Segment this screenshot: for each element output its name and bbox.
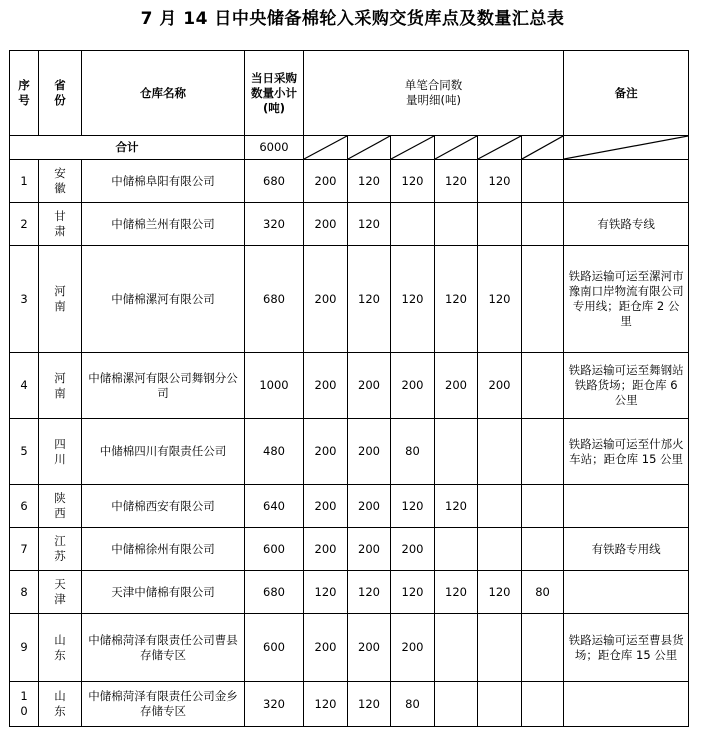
diagonal-line bbox=[391, 136, 434, 159]
total-diag-cell bbox=[304, 136, 348, 160]
province-cell bbox=[39, 682, 82, 727]
header-seq bbox=[10, 51, 39, 136]
contract-qty-cell bbox=[522, 246, 564, 353]
province-cell-text: 河南 bbox=[54, 370, 66, 400]
header-daily-qty bbox=[245, 51, 304, 136]
contract-qty-cell-text: 120 bbox=[401, 291, 424, 306]
warehouse-cell-text: 中储棉漯河有限公司 bbox=[111, 291, 215, 306]
total-diag-cell bbox=[478, 136, 522, 160]
contract-qty-cell-text: 200 bbox=[314, 541, 337, 556]
seq-cell bbox=[10, 419, 39, 485]
diagonal-line bbox=[304, 136, 347, 159]
contract-qty-cell bbox=[348, 571, 391, 614]
seq-cell bbox=[10, 246, 39, 353]
contract-qty-cell-text: 80 bbox=[405, 696, 420, 711]
note-cell bbox=[564, 160, 689, 203]
contract-qty-cell bbox=[435, 682, 478, 727]
table-row bbox=[10, 571, 689, 614]
table-body bbox=[10, 51, 689, 727]
seq-cell-text: 2 bbox=[20, 216, 28, 231]
province-cell-text: 山东 bbox=[54, 689, 66, 718]
contract-qty-cell bbox=[478, 419, 522, 485]
total-row bbox=[10, 136, 689, 160]
contract-qty-cell bbox=[391, 246, 435, 353]
contract-qty-cell bbox=[391, 203, 435, 246]
contract-qty-cell bbox=[478, 682, 522, 727]
total-diag-cell bbox=[391, 136, 435, 160]
contract-qty-cell-text: 200 bbox=[401, 640, 424, 654]
contract-qty-cell bbox=[391, 353, 435, 419]
warehouse-cell-text: 中储棉菏泽有限责任公司金乡存储专区 bbox=[88, 689, 238, 718]
diagonal-line bbox=[348, 136, 390, 159]
contract-qty-cell bbox=[478, 353, 522, 419]
contract-qty-cell-text: 120 bbox=[314, 696, 337, 711]
contract-qty-cell-text: 200 bbox=[314, 173, 337, 188]
contract-qty-cell-text: 200 bbox=[358, 541, 380, 556]
province-cell-text: 四川 bbox=[54, 436, 66, 466]
note-cell bbox=[564, 353, 689, 419]
contract-qty-cell bbox=[391, 160, 435, 203]
daily-qty-cell bbox=[245, 682, 304, 727]
warehouse-cell bbox=[82, 419, 245, 485]
summary-table bbox=[9, 50, 689, 727]
contract-qty-cell-text: 200 bbox=[358, 444, 380, 458]
table-row bbox=[10, 246, 689, 353]
contract-qty-cell bbox=[391, 614, 435, 682]
province-cell bbox=[39, 203, 82, 246]
header-warehouse-label: 仓库名称 bbox=[140, 85, 186, 100]
contract-qty-cell bbox=[435, 614, 478, 682]
province-cell-text: 安徽 bbox=[54, 166, 66, 195]
daily-qty-cell bbox=[245, 353, 304, 419]
province-cell bbox=[39, 485, 82, 528]
note-cell bbox=[564, 571, 689, 614]
contract-qty-cell bbox=[304, 160, 348, 203]
province-cell-text: 陕西 bbox=[54, 491, 66, 520]
contract-qty-cell bbox=[435, 485, 478, 528]
contract-qty-cell bbox=[522, 614, 564, 682]
total-diag-cell bbox=[435, 136, 478, 160]
contract-qty-cell bbox=[522, 485, 564, 528]
contract-qty-cell-text: 200 bbox=[314, 640, 337, 654]
contract-qty-cell-text: 200 bbox=[314, 498, 337, 513]
daily-qty-cell-text: 680 bbox=[263, 291, 285, 306]
contract-qty-cell bbox=[348, 614, 391, 682]
header-daily-qty-label: 当日采购数量小计(吨) bbox=[251, 70, 297, 115]
contract-qty-cell-text: 200 bbox=[358, 378, 380, 392]
seq-cell bbox=[10, 682, 39, 727]
header-province-label: 省份 bbox=[54, 78, 66, 107]
contract-qty-cell bbox=[478, 203, 522, 246]
note-cell bbox=[564, 528, 689, 571]
contract-qty-cell-text: 120 bbox=[488, 173, 511, 188]
page-title: 7 月 14 日中央储备棉轮入采购交货库点及数量汇总表 bbox=[140, 9, 565, 29]
contract-qty-cell-text: 120 bbox=[358, 291, 380, 306]
contract-qty-cell-text: 120 bbox=[488, 584, 511, 599]
total-label bbox=[10, 136, 245, 160]
warehouse-cell-text: 中储棉漯河有限公司舞钢分公司 bbox=[88, 370, 238, 400]
contract-qty-cell-text: 120 bbox=[488, 291, 511, 306]
diagonal-line bbox=[522, 136, 563, 159]
seq-cell bbox=[10, 528, 39, 571]
daily-qty-cell-text: 320 bbox=[263, 696, 285, 711]
seq-cell bbox=[10, 203, 39, 246]
warehouse-cell-text: 中储棉四川有限责任公司 bbox=[99, 444, 227, 458]
total-label-text: 合计 bbox=[115, 140, 139, 154]
note-cell bbox=[564, 203, 689, 246]
contract-qty-cell-text: 200 bbox=[358, 640, 380, 654]
contract-qty-cell bbox=[478, 160, 522, 203]
province-cell bbox=[39, 353, 82, 419]
note-cell-text: 铁路运输可运至漯河市豫南口岸物流有限公司专用线；距仓库 2 公里 bbox=[568, 269, 684, 328]
table-row bbox=[10, 160, 689, 203]
contract-qty-cell-text: 120 bbox=[445, 173, 467, 188]
contract-qty-cell-text: 200 bbox=[314, 291, 337, 306]
diagonal-line bbox=[478, 136, 521, 159]
contract-qty-cell bbox=[435, 528, 478, 571]
contract-qty-cell bbox=[478, 246, 522, 353]
warehouse-cell bbox=[82, 571, 245, 614]
warehouse-cell-text: 中储棉菏泽有限责任公司曹县存储专区 bbox=[88, 632, 238, 662]
contract-qty-cell bbox=[522, 160, 564, 203]
contract-qty-cell bbox=[348, 485, 391, 528]
contract-qty-cell bbox=[348, 203, 391, 246]
contract-qty-cell bbox=[304, 571, 348, 614]
province-cell bbox=[39, 246, 82, 353]
seq-cell-text: 1 bbox=[20, 173, 28, 188]
table-row bbox=[10, 528, 689, 571]
contract-qty-cell bbox=[348, 160, 391, 203]
total-diag-cell bbox=[522, 136, 564, 160]
seq-cell bbox=[10, 571, 39, 614]
header-seq-label: 序号 bbox=[18, 78, 30, 107]
note-cell-text: 有铁路专用线 bbox=[591, 541, 661, 556]
total-diag-cell bbox=[564, 136, 689, 160]
contract-qty-cell bbox=[522, 203, 564, 246]
contract-qty-cell-text: 200 bbox=[314, 216, 337, 231]
diagonal-line bbox=[564, 136, 688, 159]
contract-qty-cell-text: 120 bbox=[445, 291, 467, 306]
contract-qty-cell bbox=[304, 614, 348, 682]
contract-qty-cell bbox=[435, 571, 478, 614]
province-cell bbox=[39, 528, 82, 571]
daily-qty-cell bbox=[245, 419, 304, 485]
header-province bbox=[39, 51, 82, 136]
contract-qty-cell bbox=[304, 419, 348, 485]
warehouse-cell bbox=[82, 682, 245, 727]
table-row bbox=[10, 353, 689, 419]
note-cell bbox=[564, 614, 689, 682]
contract-qty-cell bbox=[522, 682, 564, 727]
contract-qty-cell bbox=[478, 571, 522, 614]
seq-cell-text: 10 bbox=[20, 689, 28, 718]
contract-qty-cell-text: 200 bbox=[314, 378, 337, 392]
seq-cell-text: 9 bbox=[20, 640, 28, 654]
province-cell-text: 山东 bbox=[54, 632, 66, 662]
contract-qty-cell bbox=[478, 614, 522, 682]
contract-qty-cell bbox=[304, 528, 348, 571]
daily-qty-cell bbox=[245, 203, 304, 246]
contract-qty-cell bbox=[391, 528, 435, 571]
province-cell bbox=[39, 419, 82, 485]
warehouse-cell bbox=[82, 485, 245, 528]
header-contract-detail bbox=[304, 51, 564, 136]
contract-qty-cell-text: 120 bbox=[401, 584, 424, 599]
table-row bbox=[10, 614, 689, 682]
contract-qty-cell bbox=[391, 682, 435, 727]
contract-qty-cell-text: 120 bbox=[314, 584, 337, 599]
contract-qty-cell-text: 200 bbox=[401, 378, 424, 392]
contract-qty-cell-text: 200 bbox=[445, 378, 467, 392]
contract-qty-cell bbox=[348, 353, 391, 419]
province-cell-text: 甘肃 bbox=[54, 209, 66, 238]
contract-qty-cell bbox=[478, 528, 522, 571]
contract-qty-cell bbox=[435, 353, 478, 419]
diagonal-line bbox=[435, 136, 477, 159]
contract-qty-cell bbox=[522, 419, 564, 485]
header-warehouse bbox=[82, 51, 245, 136]
daily-qty-cell-text: 320 bbox=[263, 216, 285, 231]
header-row bbox=[10, 51, 689, 136]
note-cell bbox=[564, 682, 689, 727]
seq-cell-text: 7 bbox=[20, 541, 28, 556]
contract-qty-cell-text: 120 bbox=[445, 498, 467, 513]
warehouse-cell-text: 中储棉阜阳有限公司 bbox=[111, 173, 215, 188]
contract-qty-cell-text: 200 bbox=[314, 444, 337, 458]
contract-qty-cell bbox=[391, 485, 435, 528]
note-cell-text: 铁路运输可运至曹县货场；距仓库 15 公里 bbox=[568, 632, 684, 662]
warehouse-cell-text: 中储棉徐州有限公司 bbox=[111, 541, 215, 556]
warehouse-cell bbox=[82, 160, 245, 203]
contract-qty-cell-text: 120 bbox=[401, 498, 424, 513]
contract-qty-cell bbox=[435, 419, 478, 485]
daily-qty-cell bbox=[245, 571, 304, 614]
warehouse-cell-text: 中储棉兰州有限公司 bbox=[111, 216, 215, 231]
warehouse-cell bbox=[82, 353, 245, 419]
warehouse-cell-text: 中储棉西安有限公司 bbox=[111, 498, 215, 513]
note-cell-text: 铁路运输可运至什邡火车站；距仓库 15 公里 bbox=[568, 436, 684, 466]
table-row bbox=[10, 682, 689, 727]
daily-qty-cell-text: 640 bbox=[263, 498, 285, 513]
daily-qty-cell bbox=[245, 246, 304, 353]
contract-qty-cell-text: 120 bbox=[445, 584, 467, 599]
contract-qty-cell-text: 200 bbox=[358, 498, 380, 513]
seq-cell bbox=[10, 614, 39, 682]
daily-qty-cell-text: 480 bbox=[263, 444, 285, 458]
header-note bbox=[564, 51, 689, 136]
contract-qty-cell bbox=[522, 528, 564, 571]
daily-qty-cell-text: 600 bbox=[263, 640, 285, 654]
contract-qty-cell-text: 120 bbox=[358, 216, 380, 231]
daily-qty-cell-text: 680 bbox=[263, 173, 285, 188]
seq-cell-text: 3 bbox=[20, 291, 28, 306]
seq-cell-text: 8 bbox=[20, 584, 28, 599]
note-cell-text: 有铁路专线 bbox=[597, 216, 655, 231]
seq-cell-text: 5 bbox=[20, 444, 28, 458]
province-cell bbox=[39, 160, 82, 203]
contract-qty-cell bbox=[391, 419, 435, 485]
seq-cell bbox=[10, 353, 39, 419]
contract-qty-cell bbox=[391, 571, 435, 614]
province-cell bbox=[39, 614, 82, 682]
total-value bbox=[245, 136, 304, 160]
province-cell-text: 天津 bbox=[54, 577, 66, 606]
contract-qty-cell-text: 80 bbox=[535, 584, 550, 599]
seq-cell-text: 6 bbox=[20, 498, 28, 513]
contract-qty-cell bbox=[435, 160, 478, 203]
warehouse-cell bbox=[82, 614, 245, 682]
table-row bbox=[10, 419, 689, 485]
daily-qty-cell-text: 600 bbox=[263, 541, 285, 556]
province-cell-text: 河南 bbox=[54, 284, 66, 313]
contract-qty-cell bbox=[348, 246, 391, 353]
note-cell bbox=[564, 419, 689, 485]
daily-qty-cell bbox=[245, 160, 304, 203]
province-cell bbox=[39, 571, 82, 614]
note-cell-text: 铁路运输可运至舞钢站铁路货场；距仓库 6 公里 bbox=[568, 363, 684, 407]
table-row bbox=[10, 485, 689, 528]
contract-qty-cell bbox=[304, 246, 348, 353]
contract-qty-cell-text: 80 bbox=[405, 444, 420, 458]
seq-cell bbox=[10, 160, 39, 203]
contract-qty-cell-text: 120 bbox=[401, 173, 424, 188]
contract-qty-cell bbox=[348, 682, 391, 727]
note-cell bbox=[564, 246, 689, 353]
contract-qty-cell-text: 120 bbox=[358, 584, 380, 599]
daily-qty-cell-text: 1000 bbox=[259, 378, 289, 392]
total-diag-cell bbox=[348, 136, 391, 160]
warehouse-cell-text: 天津中储棉有限公司 bbox=[111, 584, 215, 599]
contract-qty-cell bbox=[304, 485, 348, 528]
contract-qty-cell bbox=[435, 203, 478, 246]
contract-qty-cell-text: 200 bbox=[401, 541, 424, 556]
warehouse-cell bbox=[82, 203, 245, 246]
contract-qty-cell bbox=[522, 353, 564, 419]
seq-cell-text: 4 bbox=[20, 378, 28, 392]
warehouse-cell bbox=[82, 246, 245, 353]
contract-qty-cell bbox=[348, 419, 391, 485]
contract-qty-cell-text: 120 bbox=[358, 173, 380, 188]
contract-qty-cell bbox=[304, 682, 348, 727]
contract-qty-cell bbox=[348, 528, 391, 571]
contract-qty-cell bbox=[478, 485, 522, 528]
daily-qty-cell bbox=[245, 528, 304, 571]
note-cell bbox=[564, 485, 689, 528]
contract-qty-cell-text: 200 bbox=[488, 378, 511, 392]
warehouse-cell bbox=[82, 528, 245, 571]
contract-qty-cell bbox=[435, 246, 478, 353]
seq-cell bbox=[10, 485, 39, 528]
total-value-text: 6000 bbox=[259, 140, 289, 154]
province-cell-text: 江苏 bbox=[54, 534, 66, 563]
daily-qty-cell bbox=[245, 614, 304, 682]
daily-qty-cell bbox=[245, 485, 304, 528]
contract-qty-cell bbox=[522, 571, 564, 614]
header-contract-detail-label: 单笔合同数量明细(吨) bbox=[404, 78, 463, 107]
contract-qty-cell bbox=[304, 203, 348, 246]
contract-qty-cell-text: 120 bbox=[358, 696, 380, 711]
daily-qty-cell-text: 680 bbox=[263, 584, 285, 599]
table-row bbox=[10, 203, 689, 246]
header-note-label: 备注 bbox=[614, 85, 638, 100]
contract-qty-cell bbox=[304, 353, 348, 419]
